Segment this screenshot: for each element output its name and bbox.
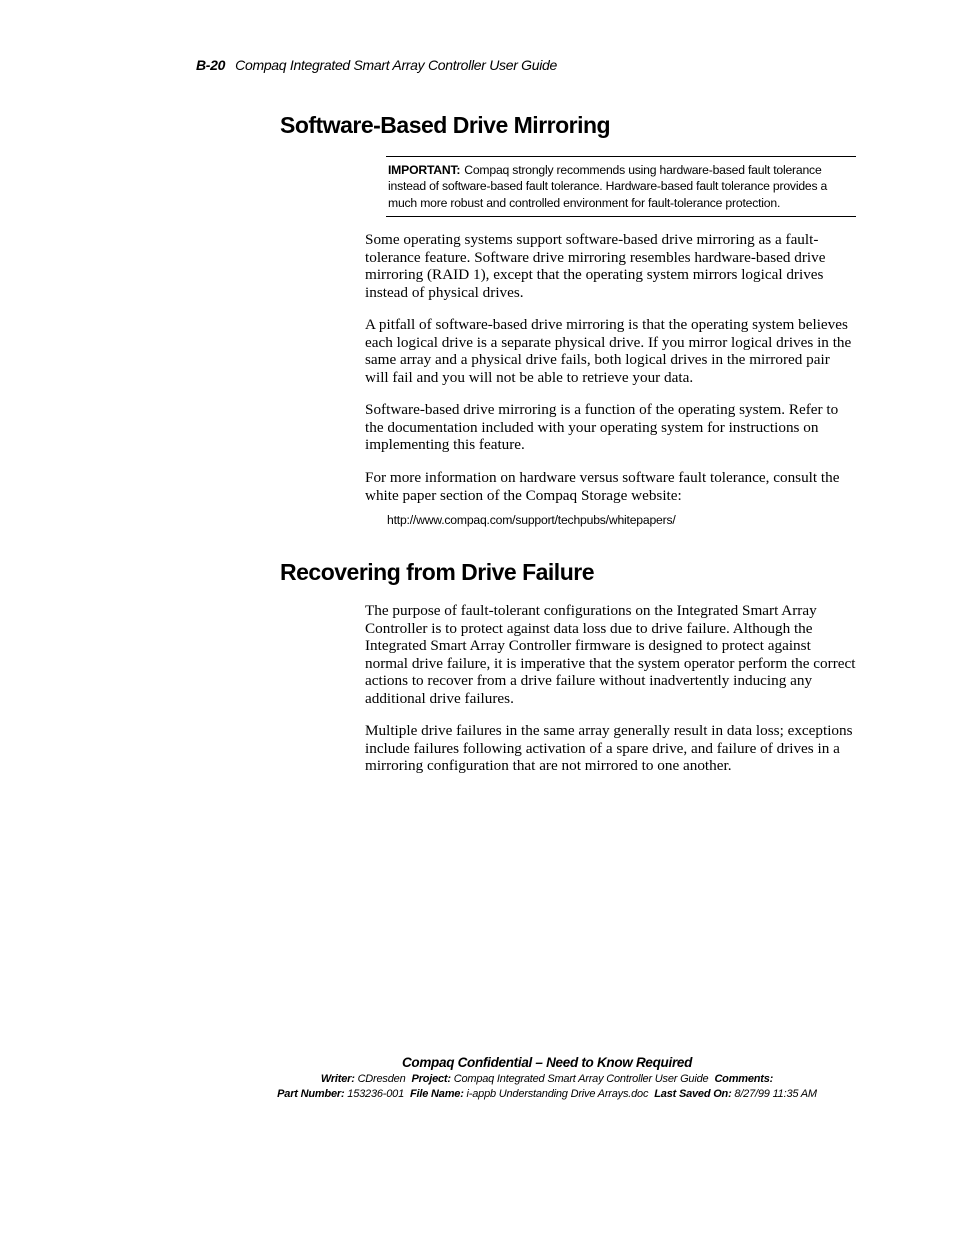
project-value: Compaq Integrated Smart Array Controller User Guide: [453, 1073, 709, 1085]
important-note: [386, 156, 856, 217]
part-number-label: Part Number:: [277, 1088, 345, 1100]
paragraph: Software-based drive mirroring is a function of the operating system. Refer to the documentation included with your operating system for instructions on implementing this feature.: [365, 401, 839, 453]
comments-label: Comments:: [714, 1073, 774, 1085]
page-number: B-20: [196, 57, 226, 73]
footer-meta-line-1: [0, 1073, 954, 1085]
running-header: [196, 57, 557, 73]
part-number-value: 153236-001: [347, 1088, 405, 1100]
book-title: Compaq Integrated Smart Array Controller User Guide: [235, 57, 558, 73]
project-label: Project:: [411, 1073, 451, 1085]
paragraph: Multiple drive failures in the same array generally result in data loss; exceptions include failures following activation of a spare drive, and failure of drives in a mirroring configuration that are not mirrored to one another.: [365, 722, 853, 774]
section-heading-software-mirroring: Software-Based Drive Mirroring: [280, 112, 611, 138]
paragraph: For more information on hardware versus software fault tolerance, consult the white paper section of the Compaq Storage website:: [365, 469, 840, 504]
writer-label: Writer:: [320, 1073, 355, 1085]
footer-meta-line-2: [0, 1088, 954, 1100]
writer-value: CDresden: [357, 1073, 406, 1085]
important-label: IMPORTANT:: [388, 163, 461, 177]
footer-confidential: Compaq Confidential – Need to Know Required: [401, 1055, 693, 1070]
paragraph: Some operating systems support software-based drive mirroring as a fault-tolerance feature. Software drive mirroring resembles hardware-based drive mirroring (RAID 1), except that the operating system mirrors logical drives instead of physical drives.: [365, 231, 826, 301]
whitepaper-url: http://www.compaq.com/support/techpubs/whitepapers/: [387, 513, 676, 527]
last-saved-value: 8/27/99 11:35 AM: [734, 1088, 817, 1100]
paragraph: The purpose of fault-tolerant configurations on the Integrated Smart Array Controller is to protect against data loss due to drive failure. Although the Integrated Smart Array Controller firmware is designed to protect against normal drive failure, it is imperative that the system operator perform the correct actions to recover from a drive failure without inadvertently inducing any additional drive failures.: [365, 602, 856, 707]
paragraph: A pitfall of software-based drive mirroring is that the operating system believes each logical drive is a separate physical drive. If you mirror logical drives in the same array and a physical drive fails, both logical drives in the mirrored pair will fail and you will not be able to retrieve your data.: [365, 316, 852, 386]
important-text: Compaq strongly recommends using hardware-based fault tolerance instead of software-based fault tolerance. Hardware-based fault tolerance provides a much more robust and controlled environment for fault-tolerance protection.: [388, 163, 828, 210]
last-saved-label: Last Saved On:: [654, 1088, 732, 1100]
file-name-value: i-appb Understanding Drive Arrays.doc: [466, 1088, 649, 1100]
section-heading-drive-failure: Recovering from Drive Failure: [280, 559, 594, 585]
file-name-label: File Name:: [410, 1088, 464, 1100]
